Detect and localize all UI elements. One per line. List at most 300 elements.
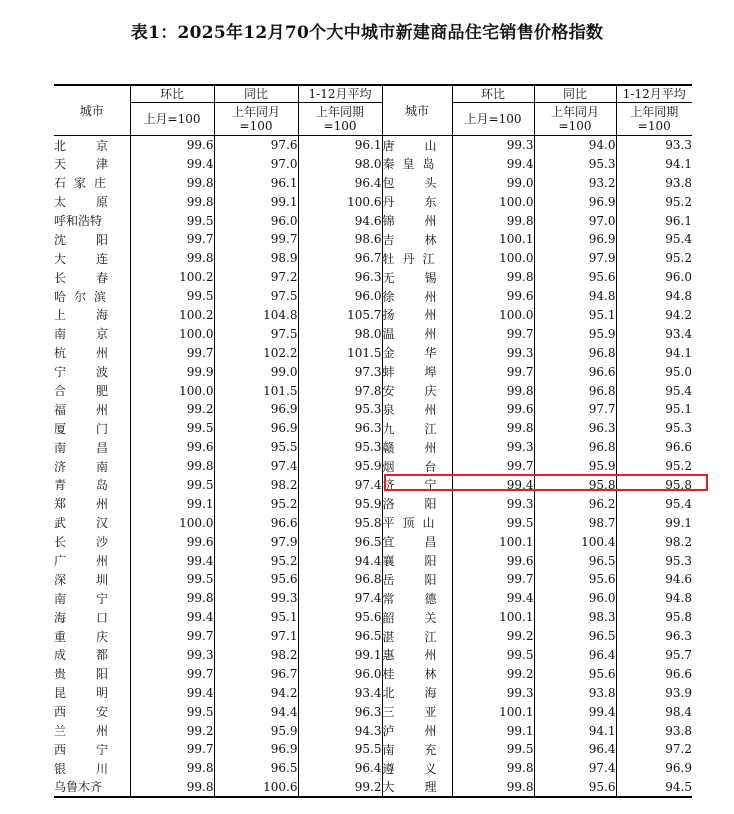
avg-value: 96.6 [616,664,692,683]
avg-base-right: 上年同期 =100 [616,103,692,136]
avg-value: 96.3 [298,419,382,438]
city-cell-left [54,419,130,438]
city-cell-right [382,306,452,325]
tongbi-value: 101.5 [214,381,298,400]
huanbi-value: 99.4 [130,608,214,627]
city-cell-right [382,740,452,759]
huanbi-value: 99.2 [452,664,534,683]
huanbi-value: 99.7 [452,570,534,589]
city-cell-right [382,664,452,683]
city-cell-left [54,400,130,419]
city-cell-right [382,494,452,513]
city-name: 银 川 [54,761,108,776]
tongbi-value: 100.6 [214,778,298,797]
huanbi-value: 99.6 [130,136,214,155]
city-name: 惠 州 [382,648,437,663]
city-name: 南 充 [382,742,437,757]
table-row [54,381,692,400]
city-name: 深 圳 [54,572,108,587]
city-cell-right [382,343,452,362]
huanbi-value: 99.8 [130,173,214,192]
huanbi-value: 100.0 [452,306,534,325]
avg-value: 93.3 [616,136,692,155]
huanbi-value: 99.0 [452,173,534,192]
tongbi-value: 94.4 [214,702,298,721]
tongbi-value: 96.8 [534,438,616,457]
city-name: 无 锡 [382,270,437,285]
city-name: 乌鲁木齐 [54,780,103,795]
tongbi-value: 95.9 [534,324,616,343]
huanbi-value: 99.1 [452,721,534,740]
city-cell-right [382,778,452,797]
huanbi-value: 100.0 [452,192,534,211]
avg-value: 95.4 [616,494,692,513]
huanbi-header-left: 环比 [130,85,214,103]
city-cell-right [382,287,452,306]
table-row [54,570,692,589]
city-name: 徐 州 [382,289,437,304]
huanbi-value: 99.7 [452,362,534,381]
huanbi-value: 99.4 [130,551,214,570]
table-row [54,457,692,476]
huanbi-value: 99.5 [130,702,214,721]
huanbi-value: 100.0 [130,513,214,532]
huanbi-value: 99.7 [130,627,214,646]
tongbi-value: 95.1 [214,608,298,627]
city-cell-right [382,646,452,665]
city-name: 平 顶 山 [382,516,435,531]
huanbi-value: 99.7 [130,664,214,683]
tongbi-value: 98.9 [214,249,298,268]
avg-value: 95.2 [616,192,692,211]
huanbi-value: 99.5 [130,287,214,306]
city-cell-right [382,400,452,419]
avg-value: 97.4 [298,589,382,608]
huanbi-value: 99.6 [130,438,214,457]
huanbi-value: 99.6 [452,551,534,570]
avg-value: 95.7 [616,646,692,665]
tongbi-value: 99.3 [214,589,298,608]
avg-value: 94.3 [298,721,382,740]
table-row [54,627,692,646]
huanbi-value: 99.5 [130,476,214,495]
city-cell-right [382,627,452,646]
table-row [54,419,692,438]
avg-value: 99.2 [298,778,382,797]
city-cell-left [54,759,130,778]
city-name: 西 宁 [54,742,108,757]
city-cell-right [382,570,452,589]
huanbi-value: 99.7 [130,343,214,362]
avg-value: 93.9 [616,683,692,702]
table-row [54,664,692,683]
huanbi-value: 99.5 [452,740,534,759]
table-title: 表1：2025年12月70个大中城市新建商品住宅销售价格指数 [130,23,604,43]
city-name: 贵 阳 [54,667,108,682]
huanbi-base-right: 上月=100 [452,103,534,136]
table-row [54,343,692,362]
city-name: 呼和浩特 [54,214,103,228]
city-name: 襄 阳 [382,554,437,569]
city-cell-right [382,683,452,702]
table-row [54,249,692,268]
city-cell-left [54,438,130,457]
tongbi-value: 94.8 [534,287,616,306]
table-row [54,324,692,343]
avg-value: 94.8 [616,589,692,608]
city-name: 锦 州 [382,214,437,228]
table-row [54,211,692,230]
tongbi-value: 95.2 [214,551,298,570]
huanbi-value: 99.8 [130,759,214,778]
huanbi-value: 99.2 [130,400,214,419]
huanbi-value: 100.1 [452,230,534,249]
city-name: 长 春 [54,270,108,285]
city-name: 扬 州 [382,308,437,323]
huanbi-value: 100.2 [130,268,214,287]
huanbi-value: 99.8 [130,457,214,476]
city-name: 大 连 [54,251,108,266]
city-cell-left [54,589,130,608]
avg-header-left: 1-12月平均 [298,85,382,103]
city-name: 三 亚 [382,705,437,720]
tongbi-value: 97.5 [214,324,298,343]
city-cell-left [54,721,130,740]
city-cell-right [382,532,452,551]
avg-value: 95.0 [616,362,692,381]
city-cell-left [54,646,130,665]
avg-value: 94.8 [616,287,692,306]
table-row [54,154,692,173]
avg-value: 105.7 [298,306,382,325]
city-cell-right [382,513,452,532]
huanbi-value: 99.7 [452,324,534,343]
table-row [54,192,692,211]
table-row [54,740,692,759]
tongbi-value: 95.1 [534,306,616,325]
table-row [54,268,692,287]
tongbi-value: 97.7 [534,400,616,419]
tongbi-value: 93.8 [534,683,616,702]
huanbi-value: 99.5 [130,419,214,438]
tongbi-value: 96.0 [534,589,616,608]
avg-base-left: 上年同期 =100 [298,103,382,136]
city-cell-left [54,306,130,325]
avg-value: 95.4 [616,381,692,400]
huanbi-value: 99.8 [452,211,534,230]
avg-value: 97.2 [616,740,692,759]
avg-value: 94.1 [616,343,692,362]
avg-value: 95.9 [298,494,382,513]
city-name: 厦 门 [54,421,108,436]
table-row [54,721,692,740]
huanbi-value: 99.8 [452,419,534,438]
city-name: 长 沙 [54,535,108,550]
huanbi-value: 99.5 [452,646,534,665]
city-name: 大 理 [382,780,437,795]
tongbi-value: 96.5 [534,551,616,570]
city-name: 九 江 [382,421,437,436]
city-cell-left [54,494,130,513]
tongbi-value: 97.6 [214,136,298,155]
city-name: 北 京 [54,138,108,153]
tongbi-value: 96.5 [214,759,298,778]
table-row [54,476,692,495]
tongbi-value: 96.9 [214,419,298,438]
city-cell-right [382,192,452,211]
tongbi-value: 98.2 [214,646,298,665]
huanbi-value: 99.8 [452,759,534,778]
tongbi-value: 95.9 [534,457,616,476]
huanbi-value: 99.5 [452,513,534,532]
huanbi-value: 99.5 [130,570,214,589]
tongbi-value: 97.4 [534,759,616,778]
city-cell-right [382,154,452,173]
tongbi-value: 96.4 [534,740,616,759]
tongbi-value: 99.7 [214,230,298,249]
tongbi-value: 96.8 [534,381,616,400]
city-cell-left [54,551,130,570]
tongbi-value: 97.4 [214,457,298,476]
city-name: 烟 台 [382,459,437,474]
avg-value: 94.5 [616,778,692,797]
avg-value: 96.3 [298,268,382,287]
city-cell-left [54,608,130,627]
city-name: 济 宁 [382,478,437,493]
city-cell-left [54,778,130,797]
tongbi-value: 95.6 [534,778,616,797]
huanbi-value: 99.4 [130,683,214,702]
table-row [54,683,692,702]
avg-value: 98.0 [298,154,382,173]
avg-value: 96.4 [298,173,382,192]
tongbi-value: 95.6 [534,664,616,683]
tongbi-value: 94.2 [214,683,298,702]
city-cell-right [382,702,452,721]
avg-value: 94.4 [298,551,382,570]
huanbi-value: 99.8 [452,778,534,797]
avg-value: 99.1 [298,646,382,665]
avg-value: 98.6 [298,230,382,249]
city-cell-left [54,173,130,192]
city-cell-left [54,457,130,476]
city-cell-left [54,664,130,683]
city-name: 南 宁 [54,591,108,606]
city-cell-left [54,154,130,173]
city-name: 广 州 [54,554,108,569]
city-name: 常 德 [382,591,437,606]
avg-value: 93.8 [616,721,692,740]
table-row [54,589,692,608]
avg-value: 94.6 [298,211,382,230]
city-cell-left [54,287,130,306]
city-name: 韶 关 [382,610,437,625]
huanbi-header-right: 环比 [452,85,534,103]
tongbi-value: 104.8 [214,306,298,325]
huanbi-value: 99.6 [452,400,534,419]
city-name: 重 庆 [54,629,108,644]
tongbi-value: 97.5 [214,287,298,306]
city-cell-left [54,136,130,155]
table-row [54,306,692,325]
avg-value: 96.3 [616,627,692,646]
tongbi-value: 96.9 [214,400,298,419]
city-cell-right [382,457,452,476]
city-name: 丹 东 [382,195,437,210]
huanbi-value: 100.0 [452,249,534,268]
table-row [54,702,692,721]
avg-value: 95.3 [616,419,692,438]
avg-value: 95.4 [616,230,692,249]
tongbi-value: 99.1 [214,192,298,211]
city-name: 沈 阳 [54,232,108,247]
avg-value: 96.1 [616,211,692,230]
city-name: 上 海 [54,308,108,323]
city-name: 秦 皇 岛 [382,157,435,172]
avg-value: 96.6 [616,438,692,457]
huanbi-value: 99.8 [130,192,214,211]
avg-value: 93.8 [616,173,692,192]
tongbi-value: 94.0 [534,136,616,155]
table-row [54,287,692,306]
city-cell-right [382,136,452,155]
city-name: 石 家 庄 [54,176,106,191]
city-cell-left [54,268,130,287]
tongbi-value: 96.8 [534,343,616,362]
avg-value: 95.3 [298,400,382,419]
tongbi-value: 95.9 [214,721,298,740]
city-name: 南 昌 [54,440,108,455]
table-row [54,362,692,381]
city-name: 蚌 埠 [382,365,437,380]
tongbi-value: 96.2 [534,494,616,513]
huanbi-value: 99.4 [452,589,534,608]
table-row [54,400,692,419]
city-name: 牡 丹 江 [382,251,435,266]
table-row [54,759,692,778]
huanbi-value: 100.1 [452,532,534,551]
avg-value: 95.2 [616,249,692,268]
avg-value: 95.8 [616,608,692,627]
city-column-header-left: 城市 [54,85,130,136]
avg-value: 95.5 [298,740,382,759]
tongbi-value: 95.6 [534,570,616,589]
avg-header-right: 1-12月平均 [616,85,692,103]
avg-value: 101.5 [298,343,382,362]
tongbi-value: 95.6 [214,570,298,589]
city-cell-right [382,721,452,740]
huanbi-value: 100.0 [130,381,214,400]
city-name: 福 州 [54,402,108,417]
city-cell-left [54,513,130,532]
city-name: 泉 州 [382,402,437,417]
huanbi-value: 99.4 [130,154,214,173]
table-row [54,608,692,627]
avg-value: 99.1 [616,513,692,532]
city-cell-left [54,230,130,249]
city-name: 海 口 [54,610,108,625]
avg-value: 96.5 [298,532,382,551]
tongbi-value: 96.5 [534,627,616,646]
tongbi-header-left: 同比 [214,85,298,103]
city-name: 合 肥 [54,384,108,399]
city-name: 湛 江 [382,629,437,644]
tongbi-value: 94.1 [534,721,616,740]
tongbi-value: 96.9 [214,740,298,759]
table-row [54,532,692,551]
city-cell-left [54,381,130,400]
city-name: 桂 林 [382,667,437,682]
tongbi-value: 95.3 [534,154,616,173]
table-row [54,646,692,665]
huanbi-value: 100.0 [130,324,214,343]
city-cell-right [382,419,452,438]
avg-value: 93.4 [298,683,382,702]
tongbi-value: 97.0 [534,211,616,230]
city-name: 吉 林 [382,232,437,247]
huanbi-value: 99.3 [130,646,214,665]
tongbi-value: 100.4 [534,532,616,551]
table-row [54,778,692,797]
avg-value: 97.8 [298,381,382,400]
avg-value: 97.4 [298,476,382,495]
city-name: 安 庆 [382,384,437,399]
avg-value: 96.4 [298,759,382,778]
table-row [54,513,692,532]
huanbi-value: 99.4 [452,154,534,173]
city-cell-right [382,173,452,192]
avg-value: 94.6 [616,570,692,589]
city-column-header-right: 城市 [382,85,452,136]
city-cell-left [54,476,130,495]
tongbi-value: 96.6 [214,513,298,532]
tongbi-value: 96.1 [214,173,298,192]
avg-value: 96.0 [298,664,382,683]
tongbi-value: 96.3 [534,419,616,438]
city-cell-left [54,532,130,551]
city-name: 泸 州 [382,724,437,739]
tongbi-value: 96.4 [534,646,616,665]
huanbi-value: 99.8 [452,268,534,287]
tongbi-value: 97.1 [214,627,298,646]
huanbi-value: 99.8 [452,381,534,400]
huanbi-value: 99.2 [452,627,534,646]
tongbi-value: 95.8 [534,476,616,495]
city-cell-left [54,343,130,362]
price-index-table [54,84,692,798]
tongbi-value: 95.2 [214,494,298,513]
city-cell-left [54,324,130,343]
huanbi-value: 99.2 [130,721,214,740]
tongbi-value: 96.6 [534,362,616,381]
avg-value: 95.3 [616,551,692,570]
huanbi-value: 99.3 [452,683,534,702]
city-cell-right [382,249,452,268]
avg-value: 98.0 [298,324,382,343]
avg-value: 96.7 [298,249,382,268]
huanbi-value: 99.7 [452,457,534,476]
huanbi-value: 99.8 [130,249,214,268]
avg-value: 98.2 [616,532,692,551]
city-name: 包 头 [382,176,437,191]
tongbi-value: 96.9 [534,230,616,249]
city-name: 西 安 [54,705,108,720]
city-cell-left [54,627,130,646]
city-cell-left [54,740,130,759]
city-cell-right [382,268,452,287]
huanbi-value: 99.3 [452,438,534,457]
tongbi-value: 99.4 [534,702,616,721]
